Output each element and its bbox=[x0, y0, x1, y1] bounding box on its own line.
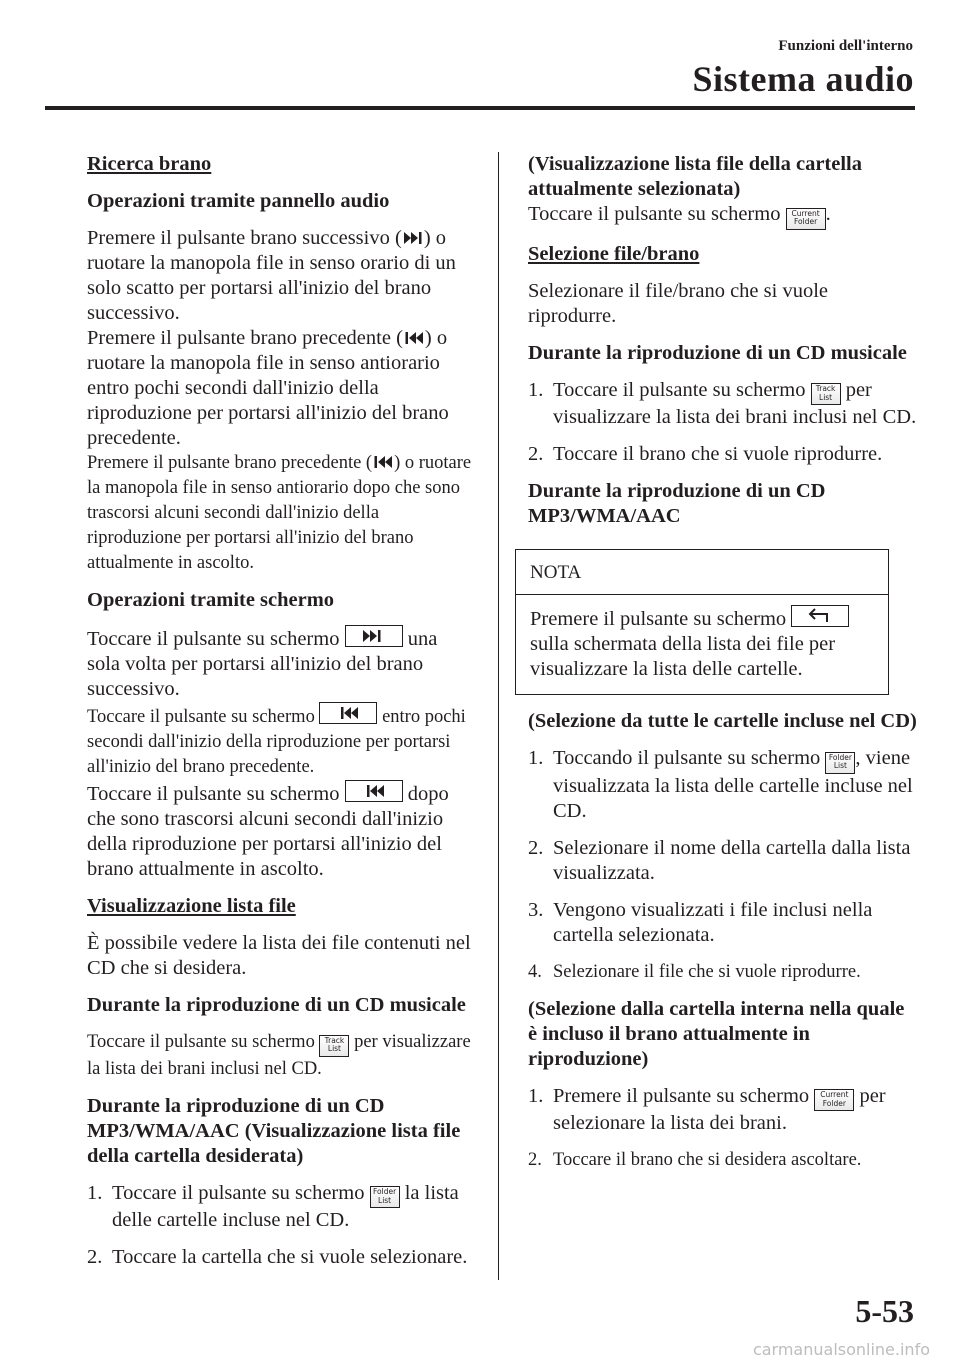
note-title: NOTA bbox=[516, 550, 888, 595]
para-current-folder: Toccare il pulsante su schermo Current Folder . bbox=[528, 202, 918, 230]
para-screen-next: Toccare il pulsante su schermo una sola volta per portarsi all'inizio del brano successivo. bbox=[87, 625, 472, 702]
prev-track-icon bbox=[403, 330, 425, 346]
list-item: 2. Selezionare il nome della cartella dalla lista visualizzata. bbox=[528, 836, 911, 884]
next-track-button-icon bbox=[345, 625, 403, 647]
list-item: 1. Toccare il pulsante su schermo Folder List la lista delle cartelle incluse nel CD. bbox=[87, 1181, 459, 1231]
heading-track-search: Ricerca brano bbox=[87, 153, 212, 175]
para-next-track: Premere il pulsante brano successivo ( ) o ruotare la manopola file in senso orario di un solo scatto per portarsi all'inizio del brano successivo. bbox=[87, 227, 456, 324]
prev-track-button-icon bbox=[319, 702, 377, 724]
note-box bbox=[515, 549, 889, 695]
prev-track-icon bbox=[372, 454, 394, 470]
column-left bbox=[87, 152, 472, 1282]
list-item: 2. Toccare il brano che si vuole riprodurre. bbox=[528, 443, 883, 465]
page-title: Sistema audio bbox=[692, 59, 914, 99]
para-screen-restart: Toccare il pulsante su schermo dopo che sono trascorsi alcuni secondi dall'inizio della riproduzione per portarsi all'inizio del brano attualmente in ascolto. bbox=[87, 780, 472, 882]
list-item: 1. Toccando il pulsante su schermo Folder List , viene visualizzata la lista delle cartelle incluse nel CD. bbox=[528, 747, 913, 822]
para-screen-prev: Toccare il pulsante su schermo entro pochi secondi dall'inizio della riproduzione per portarsi all'inizio del brano precedente. bbox=[87, 702, 472, 780]
next-track-icon bbox=[402, 230, 424, 246]
section-name: Funzioni dell'interno bbox=[778, 38, 913, 54]
heading-file-list: Visualizzazione lista file bbox=[87, 895, 296, 917]
heading-mp3-cd: Durante la riproduzione di un CD MP3/WMA/AAC (Visualizzazione lista file della cartella desiderata) bbox=[87, 1094, 461, 1167]
heading-screen-operations: Operazioni tramite schermo bbox=[87, 589, 335, 611]
current-folder-button-icon: Current Folder bbox=[786, 208, 826, 230]
para-file-selection: Selezionare il file/brano che si vuole riprodurre. bbox=[528, 279, 828, 327]
list-item: 2. Toccare la cartella che si vuole selezionare. bbox=[87, 1246, 468, 1268]
heading-panel-operations: Operazioni tramite pannello audio bbox=[87, 190, 390, 212]
para-track-list: Toccare il pulsante su schermo Track List per visualizzare la lista dei brani inclusi nel CD. bbox=[87, 1032, 471, 1079]
para-prev-track: Premere il pulsante brano precedente ( ) o ruotare la manopola file in senso antiorario entro pochi secondi dall'inizio della riproduzione per portarsi all'inizio del brano precedente. bbox=[87, 327, 449, 449]
heading-music-cd: Durante la riproduzione di un CD musicale bbox=[528, 341, 907, 364]
folder-list-button-icon: Folder List bbox=[370, 1186, 400, 1208]
page-number: 5-53 bbox=[855, 1293, 914, 1329]
list-item: 4. Selezionare il file che si vuole riprodurre. bbox=[528, 961, 861, 982]
heading-mp3-cd: Durante la riproduzione di un CD MP3/WMA/AAC bbox=[528, 480, 826, 527]
heading-music-cd: Durante la riproduzione di un CD musicale bbox=[87, 994, 466, 1016]
track-list-button-icon: Track List bbox=[319, 1035, 349, 1057]
list-item: 1. Toccare il pulsante su schermo Track List per visualizzare la lista dei brani inclusi nel CD. bbox=[528, 378, 917, 428]
back-arrow-button-icon bbox=[791, 605, 849, 627]
heading-inner-folder: (Selezione dalla cartella interna nella quale è incluso il brano attualmente in riproduzione) bbox=[528, 997, 905, 1070]
para-file-list: È possibile vedere la lista dei file contenuti nel CD che si desidera. bbox=[87, 932, 471, 979]
current-folder-button-icon: Current Folder bbox=[814, 1089, 854, 1111]
heading-current-folder: (Visualizzazione lista file della cartella attualmente selezionata) bbox=[528, 153, 862, 200]
note-body: Premere il pulsante su schermo sulla schermata della lista dei file per visualizzare la lista delle cartelle. bbox=[516, 595, 888, 694]
heading-all-folders: (Selezione da tutte le cartelle incluse nel CD) bbox=[528, 710, 917, 732]
header-rule bbox=[45, 106, 915, 110]
watermark: carmanualsonline.info bbox=[752, 1340, 930, 1359]
column-divider bbox=[498, 152, 499, 1280]
column-right bbox=[528, 152, 918, 1185]
list-item: 2. Toccare il brano che si desidera ascoltare. bbox=[528, 1150, 862, 1170]
list-item: 3. Vengono visualizzati i file inclusi nella cartella selezionata. bbox=[528, 898, 873, 946]
folder-list-button-icon: Folder List bbox=[825, 752, 855, 774]
para-restart-track: Premere il pulsante brano precedente ( ) o ruotare la manopola file in senso antiorario dopo che sono trascorsi alcuni secondi dall'inizio della riproduzione per portarsi all'inizio del brano attualmente in ascolto. bbox=[87, 453, 472, 573]
prev-track-button-icon bbox=[345, 780, 403, 802]
track-list-button-icon: Track List bbox=[811, 383, 841, 405]
heading-file-selection: Selezione file/brano bbox=[528, 242, 700, 265]
list-item: 1. Premere il pulsante su schermo Current Folder per selezionare la lista dei brani. bbox=[528, 1084, 886, 1134]
